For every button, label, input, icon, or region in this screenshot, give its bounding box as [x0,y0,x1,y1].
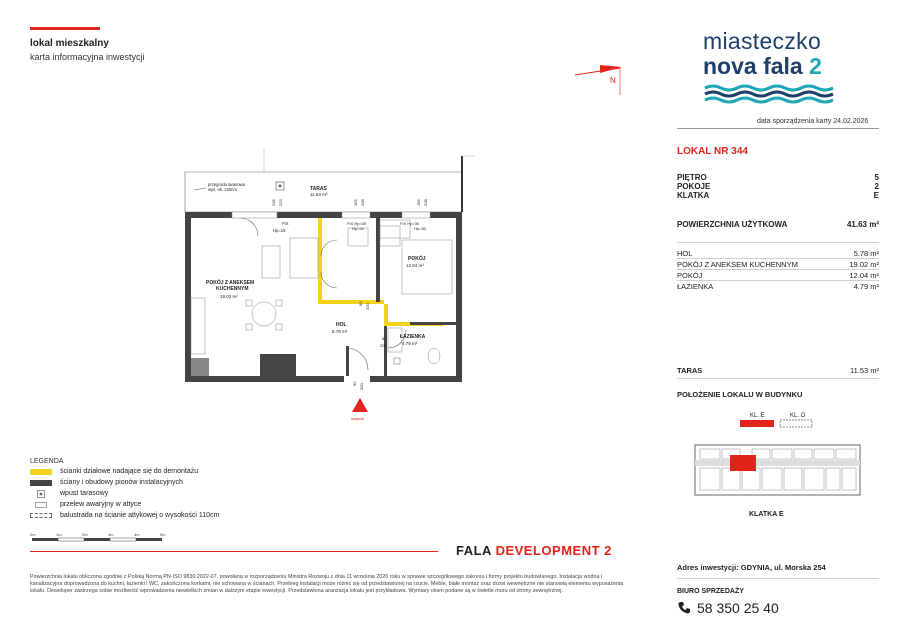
document-subtitle: karta informacyjna inwestycji [30,52,145,62]
detail-staircase: KLATKA E [677,191,879,200]
plan-hall-label: HOL [336,322,347,328]
separator [677,242,879,243]
plan-bedroom-label: POKÓJ [408,256,426,262]
dim-155: 155 [353,199,358,206]
plan-living-area: 19.02 m² [220,294,238,299]
phone-icon [677,601,691,615]
separator [677,128,879,129]
dim-90: 90 [358,301,363,306]
plan-terrace-label: TARAS [310,186,327,192]
legend-item-drain: wpust tarasowy [30,488,108,499]
plan-hall-area: 5.78 m² [332,329,348,334]
investment-address: Adres inwestycji: GDYNIA, ul. Morska 254 [677,563,826,572]
dim-223: 223 [278,199,283,206]
pergola-note-1: przegroda tarasowa [208,182,246,187]
svg-text:Hp=30: Hp=30 [414,226,426,231]
building-title: POŁOŻENIE LOKALU W BUDYNKU [677,390,803,399]
detail-rooms: POKOJE 2 [677,182,879,191]
plan-living-label-1: POKÓJ Z ANEKSEM [206,280,255,286]
unit-title: LOKAL NR 344 [677,146,748,157]
balustrade-icon [30,513,52,518]
dim-200: 200 [365,303,370,310]
entrance-label: wejście [351,416,365,421]
date-line: data sporządzenia karty 24.02.2026 [757,118,869,125]
separator [677,378,879,379]
separator [677,258,879,259]
hp15-label: Hp=15 [273,228,286,233]
detail-floor: PIĘTRO 5 [677,173,879,182]
entrance-arrow-icon [352,398,368,412]
drain-icon [30,491,52,497]
logo-line2-number: 2 [809,53,822,79]
logo-waves-icon [703,84,837,104]
hp30-label-a: Hp=30 [352,226,364,231]
fix-hp30-label-a: FIX Hp=30 [347,221,367,226]
svg-text:208: 208 [423,199,428,206]
developer-logo: FALA DEVELOPMENT 2 [456,543,612,558]
room-row-hol: HOL 5.78 m² [677,249,879,258]
logo-line2-text: nova fala [703,53,803,79]
scale-label-4: 4m [134,532,140,537]
compass-label: N [610,76,616,85]
scale-label-1: 1m [56,532,62,537]
disclaimer: Powierzchnia lokalu obliczona zgodnie z Polską Normą PN-ISO 9836:2022-07, powołaną w rozporządzeniu Ministra Rozwoju z dnia 11 września 2020 roku w sprawie szczegółowego zakresu i formy projektu budowlanego. Instalacja wodna i kanalizacyjna doprowadzona do kuchni, łazienki i WC, zakończona korkami, nie schowana w ścianach. Przebieg instalacji może różnić się od przedstawionej na rzucie. Meble, białe montaż oraz drzwi wewnętrzne nie stanowią elementu wyposażenia lokalu. Deweloper zastrzega sobie możliwość wprowadzenia niewielkich zmian w dalszym etapie inwestycji. Przedstawiona aranżacja lokalu jest przykładowa. Wymiary okien podane są w świetle muru od strony zewnętrznej. [30,574,624,594]
scale-label-0: 0m [30,532,36,537]
legend-item-overflow: przelew awaryjny w attyce [30,499,141,510]
separator [677,280,879,281]
logo-line1: miasteczko [703,28,822,54]
dim-200b: 200 [380,343,387,348]
developer-rule [30,551,438,552]
compass-icon [570,55,630,105]
dim-200c: 200 [359,383,364,390]
plan-bathroom-label: ŁAZIENKA [400,334,426,340]
fix-label: FIX [282,221,289,226]
fix-hp30-label-b: FIX Hp=30 [400,221,420,226]
legend-swatch-dark [30,480,52,486]
phone-number[interactable]: 58 350 25 40 [697,600,779,616]
legend-item-walls: ściany i obudowy pionów instalacyjnych [30,477,183,488]
scale-bar [30,532,200,544]
scale-label-3: 3m [108,532,114,537]
legend-item-demountable: ścianki działowe nadające się do demontażu [30,466,198,477]
usable-area: POWIERZCHNIA UŻYTKOWA 41.63 m² [677,220,879,229]
floor-plan [180,148,480,438]
separator [677,578,879,579]
kl-o-label: KL. O [790,413,806,419]
legend-swatch-yellow [30,469,52,475]
overflow-icon [30,502,52,508]
dim-80: 80 [382,336,387,341]
room-row-living: POKÓJ Z ANEKSEM KUCHENNYM 19.02 m² [677,260,879,269]
scale-label-5: 5m [160,532,166,537]
document-title: lokal mieszkalny [30,38,109,49]
header-accent-bar [30,27,100,30]
legend-item-balustrade: balustrada na ścianie attykowej o wysokości 110cm [30,510,219,521]
separator [677,269,879,270]
svg-text:155: 155 [416,199,421,206]
dim-90b: 90 [352,381,357,386]
plan-bathroom-area: 4.79 m² [402,341,418,346]
plan-living-label-2: KUCHENNYM [216,286,249,292]
terrace-row: TARAS 11.53 m² [677,366,879,375]
scale-label-2: 2m [82,532,88,537]
room-row-bedroom: POKÓJ 12.04 m² [677,271,879,280]
room-row-bathroom: ŁAZIENKA 4.79 m² [677,282,879,291]
sales-office-label: BIURO SPRZEDAŻY [677,588,744,595]
legend-title: LEGENDA [30,458,64,465]
logo-line2 [703,53,822,80]
plan-bedroom-area: 12.04 m² [406,263,424,268]
plan-terrace-area: 11.53 m² [310,192,328,197]
dim-208: 208 [360,199,365,206]
pergola-note-2: wys. ok. 220cm [208,187,237,192]
building-location-plan [690,405,865,505]
dim-235: 235 [271,199,276,206]
kl-e-label: KL. E [750,413,765,419]
staircase-label: KLATKA E [749,511,784,518]
